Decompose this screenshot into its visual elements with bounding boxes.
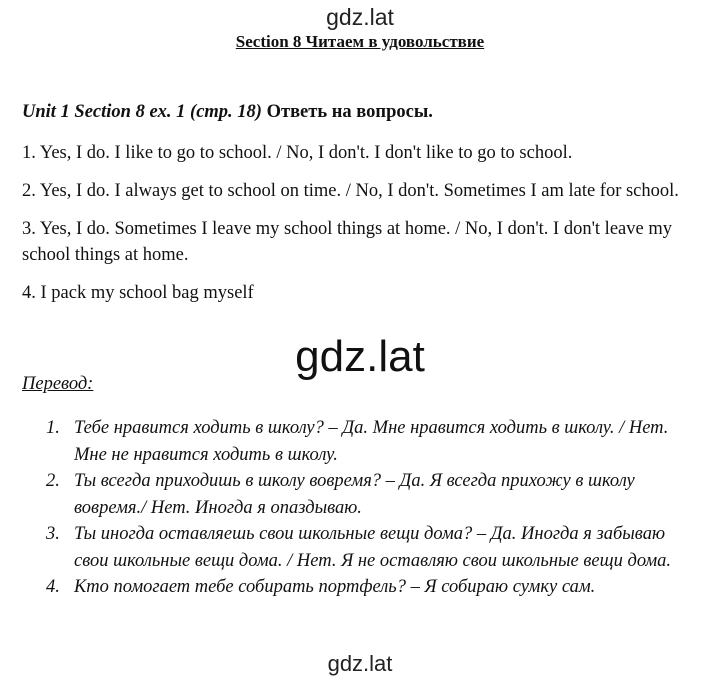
section-title-text: Section 8 Читаем в удовольствие	[235, 32, 485, 51]
translation-item	[46, 574, 686, 601]
translation-item-text: Тебе нравится ходить в школу? – Да. Мне нравится ходить в школу. / Нет. Мне не нравится ходить в школу.	[74, 418, 669, 465]
exercise-reference: Unit 1 Section 8 ex. 1 (стр. 18)	[22, 102, 262, 122]
watermark-middle: gdz.lat	[295, 332, 425, 381]
exercise-task: Ответь на вопросы.	[261, 102, 433, 122]
translation-item-text: Кто помогает тебе собирать портфель? – Я собираю сумку сам.	[74, 577, 596, 597]
translation-item-number: 1.	[46, 418, 60, 438]
watermark-bottom: gdz.lat	[327, 651, 393, 676]
answer-1: 1. Yes, I do. I like to go to school. / No, I don't. I don't like to go to school.	[22, 143, 573, 163]
translation-heading: Перевод:	[22, 374, 94, 394]
translation-list	[46, 415, 686, 601]
section-title	[0, 32, 720, 52]
translation-item	[46, 468, 686, 521]
translation-item	[46, 415, 686, 468]
translation-item-text: Ты иногда оставляешь свои школьные вещи дома? – Да. Иногда я забываю свои школьные вещи дома. / Нет. Я не оставляю свои школьные вещи дома.	[74, 524, 672, 571]
answers-block	[22, 140, 702, 318]
translation-item-number: 4.	[46, 577, 60, 597]
translation-item-number: 3.	[46, 524, 60, 544]
answer-2: 2. Yes, I do. I always get to school on time. / No, I don't. Sometimes I am late for school.	[22, 181, 679, 201]
watermark-top: gdz.lat	[326, 4, 394, 30]
exercise-heading	[22, 102, 433, 123]
translation-item	[46, 521, 686, 574]
translation-item-number: 2.	[46, 471, 60, 491]
answer-3: 3. Yes, I do. Sometimes I leave my school things at home. / No, I don't. I don't leave my school things at home.	[22, 219, 672, 265]
answer-4: 4. I pack my school bag myself	[22, 283, 254, 303]
translation-item-text: Ты всегда приходишь в школу вовремя? – Да. Я всегда прихожу в школу вовремя./ Нет. Иногда я опаздываю.	[74, 471, 635, 518]
